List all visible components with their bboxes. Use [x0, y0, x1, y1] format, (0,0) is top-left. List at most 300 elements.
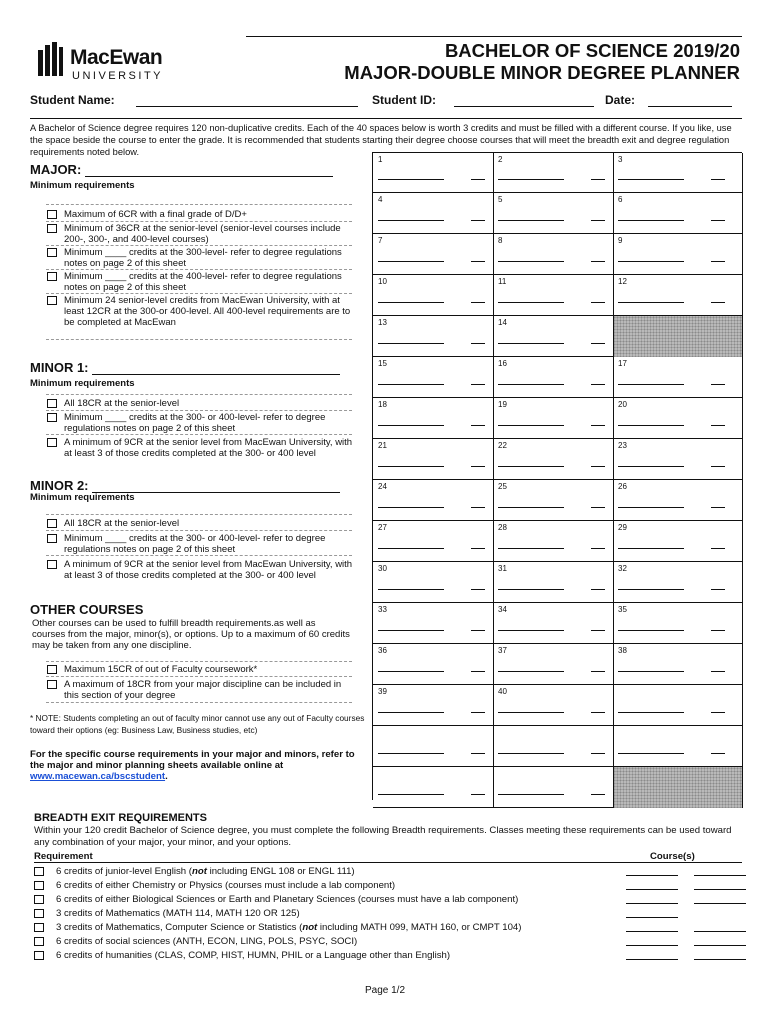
grid-divider: [493, 153, 494, 808]
grade-line[interactable]: [591, 466, 605, 467]
shaded-cell: [613, 316, 742, 357]
grid-row: [373, 480, 743, 521]
course-slot[interactable]: [493, 193, 613, 233]
breadth-item: [34, 922, 734, 936]
breadth-item-text: 6 credits of either Chemistry or Physics (courses must include a lab component): [56, 880, 396, 891]
divider: [46, 702, 352, 703]
course-slot[interactable]: [493, 726, 613, 766]
grid-row: [373, 193, 743, 234]
page-title: [344, 40, 740, 84]
course-slot[interactable]: [373, 357, 493, 397]
grid-row: [373, 685, 743, 726]
divider: [46, 410, 352, 411]
grade-line[interactable]: [711, 671, 725, 672]
course-slot[interactable]: [373, 767, 493, 807]
slot-number: 2: [498, 155, 503, 164]
course-line[interactable]: [618, 179, 684, 180]
slot-number: 26: [618, 482, 627, 491]
course-line[interactable]: [618, 384, 684, 385]
course-slot[interactable]: [613, 726, 733, 766]
grade-line[interactable]: [471, 548, 485, 549]
other-req-2: A maximum of 18CR from your major discipline can be included in this section of your degree: [46, 679, 356, 701]
breadth-item: [34, 950, 734, 964]
slot-number: 31: [498, 564, 507, 573]
course-line[interactable]: [498, 630, 564, 631]
breadth-title: BREADTH EXIT REQUIREMENTS: [34, 812, 207, 824]
slot-number: 4: [378, 195, 383, 204]
divider: [46, 676, 352, 677]
course-slot[interactable]: [613, 521, 733, 561]
minor2-req-1: All 18CR at the senior-level: [46, 518, 356, 529]
slot-number: 18: [378, 400, 387, 409]
checkbox[interactable]: [47, 296, 57, 305]
course-line[interactable]: [618, 425, 684, 426]
grid-divider: [613, 153, 614, 808]
minor2-title: MINOR 2:: [30, 478, 340, 493]
course-slot[interactable]: [613, 685, 733, 725]
course-slot[interactable]: [613, 644, 733, 684]
grade-line[interactable]: [471, 179, 485, 180]
slot-number: 22: [498, 441, 507, 450]
breadth-item: [34, 894, 734, 908]
course-slot[interactable]: [373, 562, 493, 602]
grid-row: [373, 603, 743, 644]
major-req-5: Minimum 24 senior-level credits from MacEwan University, with at least 12CR at the 300-or 400-level. All 400-level requirements are to be completed at MacEwan: [46, 295, 356, 328]
course-line[interactable]: [618, 302, 684, 303]
course-slot[interactable]: [613, 480, 733, 520]
major-name-field[interactable]: [85, 176, 333, 177]
course-line[interactable]: [498, 220, 564, 221]
course-slot[interactable]: [493, 521, 613, 561]
slot-number: 29: [618, 523, 627, 532]
course-line[interactable]: [498, 302, 564, 303]
grade-line[interactable]: [471, 753, 485, 754]
grid-divider: [742, 153, 743, 808]
grade-line[interactable]: [471, 630, 485, 631]
major-title: MAJOR:: [30, 162, 333, 177]
course-slot[interactable]: [493, 275, 613, 315]
slot-number: 35: [618, 605, 627, 614]
slot-number: 7: [378, 236, 383, 245]
date-field[interactable]: [648, 106, 732, 107]
course-line[interactable]: [694, 889, 746, 890]
course-line[interactable]: [498, 671, 564, 672]
course-line[interactable]: [618, 630, 684, 631]
course-line[interactable]: [626, 917, 678, 918]
course-line[interactable]: [618, 220, 684, 221]
course-line[interactable]: [694, 931, 746, 932]
major-min-label: Minimum requirements: [30, 180, 135, 191]
grade-line[interactable]: [471, 794, 485, 795]
student-id-label: Student ID:: [372, 93, 436, 107]
major-req-3: Minimum ____ credits at the 300-level- refer to degree regulations notes on page 2 of this sheet: [46, 247, 356, 269]
course-line[interactable]: [694, 875, 746, 876]
student-id-field[interactable]: [454, 106, 594, 107]
grid-row: [373, 357, 743, 398]
slot-number: 38: [618, 646, 627, 655]
course-slot[interactable]: [493, 767, 613, 807]
breadth-item-text: 3 credits of Mathematics, Computer Science or Statistics (not including MATH 099, MATH 160, or CMPT 104): [56, 922, 522, 933]
course-line[interactable]: [498, 179, 564, 180]
slot-number: 21: [378, 441, 387, 450]
course-slot[interactable]: [373, 439, 493, 479]
checkbox[interactable]: [47, 248, 57, 257]
course-line[interactable]: [378, 507, 444, 508]
course-slot[interactable]: [493, 153, 613, 192]
checkbox[interactable]: [34, 937, 44, 946]
course-slot[interactable]: [613, 439, 733, 479]
course-line[interactable]: [618, 466, 684, 467]
slot-number: 5: [498, 195, 503, 204]
breadth-item-text: 6 credits of either Biological Sciences or Earth and Planetary Sciences (courses must have a lab component): [56, 894, 519, 905]
checkbox[interactable]: [47, 560, 57, 569]
slot-number: 32: [618, 564, 627, 573]
course-line[interactable]: [498, 261, 564, 262]
course-line[interactable]: [378, 794, 444, 795]
grade-line[interactable]: [711, 507, 725, 508]
checkbox[interactable]: [34, 895, 44, 904]
course-line[interactable]: [378, 343, 444, 344]
slot-number: 24: [378, 482, 387, 491]
course-slot[interactable]: [493, 439, 613, 479]
course-slot[interactable]: [613, 357, 733, 397]
grade-line[interactable]: [591, 548, 605, 549]
checkbox[interactable]: [47, 272, 57, 281]
slot-number: 12: [618, 277, 627, 286]
grid-row: [373, 275, 743, 316]
checkbox[interactable]: [34, 909, 44, 918]
course-line[interactable]: [378, 179, 444, 180]
divider: [46, 293, 352, 294]
slot-number: 23: [618, 441, 627, 450]
slot-number: 10: [378, 277, 387, 286]
grade-line[interactable]: [711, 589, 725, 590]
minor1-req-1: All 18CR at the senior-level: [46, 398, 356, 409]
checkbox[interactable]: [34, 867, 44, 876]
course-line[interactable]: [626, 959, 678, 960]
course-slot[interactable]: [373, 521, 493, 561]
checkbox[interactable]: [34, 923, 44, 932]
course-line[interactable]: [618, 261, 684, 262]
divider: [46, 204, 352, 205]
course-slot[interactable]: [373, 398, 493, 438]
course-slot[interactable]: [493, 316, 613, 356]
course-grid: [372, 152, 742, 800]
requirement-header: Requirement: [34, 851, 93, 862]
course-slot[interactable]: [493, 234, 613, 274]
page-number: Page 1/2: [364, 985, 406, 996]
course-line[interactable]: [378, 261, 444, 262]
grade-line[interactable]: [711, 302, 725, 303]
grade-line[interactable]: [471, 261, 485, 262]
course-slot[interactable]: [613, 562, 733, 602]
minor1-name-field[interactable]: [92, 374, 340, 375]
course-slot[interactable]: [373, 316, 493, 356]
course-slot[interactable]: [493, 603, 613, 643]
divider: [46, 245, 352, 246]
checkbox[interactable]: [34, 951, 44, 960]
course-line[interactable]: [498, 343, 564, 344]
divider: [46, 555, 352, 556]
grade-line[interactable]: [591, 261, 605, 262]
course-slot[interactable]: [493, 480, 613, 520]
grade-line[interactable]: [711, 384, 725, 385]
grade-line[interactable]: [471, 343, 485, 344]
grade-line[interactable]: [591, 302, 605, 303]
grid-row: [373, 316, 743, 357]
course-line[interactable]: [378, 220, 444, 221]
course-line[interactable]: [618, 753, 684, 754]
course-slot[interactable]: [373, 275, 493, 315]
logo-mark-icon: [38, 42, 66, 78]
course-line[interactable]: [378, 753, 444, 754]
course-line[interactable]: [618, 548, 684, 549]
grade-line[interactable]: [591, 343, 605, 344]
grade-line[interactable]: [711, 220, 725, 221]
course-line[interactable]: [378, 630, 444, 631]
grid-row: [373, 439, 743, 480]
logo-name: MacEwan: [70, 46, 163, 69]
grade-line[interactable]: [591, 671, 605, 672]
slot-number: 25: [498, 482, 507, 491]
grid-row: [373, 767, 743, 808]
course-line[interactable]: [626, 945, 678, 946]
grid-row: [373, 562, 743, 603]
other-note: * NOTE: Students completing an out of faculty minor cannot use any out of Faculty courses toward their options (eg: Business Law, Business studies, etc): [30, 713, 365, 735]
major-req-2: Minimum of 36CR at the senior-level (senior-level courses include 200-, 300-, and 400-level courses): [46, 223, 356, 245]
course-line[interactable]: [626, 931, 678, 932]
breadth-item: [34, 866, 734, 880]
grade-line[interactable]: [471, 220, 485, 221]
slot-number: 9: [618, 236, 623, 245]
course-slot[interactable]: [493, 562, 613, 602]
course-line[interactable]: [498, 548, 564, 549]
grid-row: [373, 521, 743, 562]
course-slot[interactable]: [373, 234, 493, 274]
header-rule: [246, 36, 742, 37]
course-slot[interactable]: [493, 685, 613, 725]
course-line[interactable]: [694, 903, 746, 904]
checkbox[interactable]: [47, 534, 57, 543]
course-line[interactable]: [498, 753, 564, 754]
course-line[interactable]: [626, 875, 678, 876]
breadth-item-text: 3 credits of Mathematics (MATH 114, MATH 120 OR 125): [56, 908, 300, 919]
course-slot[interactable]: [373, 193, 493, 233]
course-slot[interactable]: [613, 603, 733, 643]
slot-number: 27: [378, 523, 387, 532]
divider: [46, 514, 352, 515]
grade-line[interactable]: [591, 507, 605, 508]
slot-number: 30: [378, 564, 387, 573]
course-slot[interactable]: [373, 685, 493, 725]
grid-row: [373, 644, 743, 685]
course-line[interactable]: [378, 671, 444, 672]
bscstudent-link[interactable]: www.macewan.ca/bscstudent: [30, 771, 166, 782]
grade-line[interactable]: [591, 794, 605, 795]
course-line[interactable]: [626, 889, 678, 890]
minor1-title: MINOR 1:: [30, 360, 340, 375]
grade-line[interactable]: [591, 425, 605, 426]
grade-line[interactable]: [471, 507, 485, 508]
course-line[interactable]: [618, 589, 684, 590]
divider: [46, 434, 352, 435]
course-line[interactable]: [378, 425, 444, 426]
course-slot[interactable]: [373, 480, 493, 520]
course-line[interactable]: [378, 589, 444, 590]
grade-line[interactable]: [591, 630, 605, 631]
minor1-min-label: Minimum requirements: [30, 378, 135, 389]
other-title: OTHER COURSES: [30, 602, 144, 617]
title-line-2: MAJOR-DOUBLE MINOR DEGREE PLANNER: [344, 62, 740, 83]
course-line[interactable]: [694, 959, 746, 960]
specific-requirements: For the specific course requirements in your major and minors, refer to the major and minor planning sheets available online at www.macewan.ca/bscstudent.: [30, 749, 355, 782]
minor1-req-2: Minimum ____ credits at the 300- or 400-level- refer to degree regulations notes on page 2 of this sheet: [46, 412, 356, 434]
slot-number: 20: [618, 400, 627, 409]
grade-line[interactable]: [711, 630, 725, 631]
divider: [46, 661, 352, 662]
student-name-field[interactable]: [136, 106, 358, 107]
grade-line[interactable]: [471, 302, 485, 303]
checkbox[interactable]: [34, 881, 44, 890]
slot-number: 37: [498, 646, 507, 655]
minor2-req-3: A minimum of 9CR at the senior level from MacEwan University, with at least 3 of those credits completed at the 300- or 400 level: [46, 559, 356, 581]
divider: [46, 269, 352, 270]
macewan-logo: [38, 40, 198, 86]
minor2-min-label: Minimum requirements: [30, 492, 135, 503]
grade-line[interactable]: [591, 712, 605, 713]
grid-row: [373, 234, 743, 275]
checkbox[interactable]: [47, 680, 57, 689]
grade-line[interactable]: [471, 384, 485, 385]
checkbox[interactable]: [47, 210, 57, 219]
grade-line[interactable]: [711, 179, 725, 180]
logo-sub: UNIVERSITY: [72, 70, 164, 82]
course-line[interactable]: [498, 794, 564, 795]
slot-number: 33: [378, 605, 387, 614]
course-slot[interactable]: [613, 153, 733, 192]
shaded-cell: [613, 767, 742, 808]
checkbox[interactable]: [47, 519, 57, 528]
grade-line[interactable]: [471, 589, 485, 590]
course-slot[interactable]: [493, 398, 613, 438]
course-slot[interactable]: [613, 275, 733, 315]
grade-line[interactable]: [591, 179, 605, 180]
other-req-1: Maximum 15CR of out of Faculty coursework*: [46, 664, 356, 675]
course-slot[interactable]: [373, 644, 493, 684]
grid-row: [373, 153, 743, 193]
courses-header: Course(s): [650, 851, 695, 862]
divider: [46, 394, 352, 395]
breadth-item: [34, 936, 734, 950]
title-line-1: BACHELOR OF SCIENCE 2019/20: [444, 40, 740, 61]
slot-number: 3: [618, 155, 623, 164]
slot-number: 8: [498, 236, 503, 245]
slot-number: 39: [378, 687, 387, 696]
minor2-req-2: Minimum ____ credits at the 300- or 400-level- refer to degree regulations notes on page 2 of this sheet: [46, 533, 356, 555]
course-line[interactable]: [498, 507, 564, 508]
grid-row: [373, 726, 743, 767]
course-line[interactable]: [498, 466, 564, 467]
slot-number: 11: [498, 277, 507, 286]
slot-number: 13: [378, 318, 387, 327]
grade-line[interactable]: [591, 220, 605, 221]
divider: [46, 339, 352, 340]
slot-number: 36: [378, 646, 387, 655]
breadth-item: [34, 880, 734, 894]
grade-line[interactable]: [711, 753, 725, 754]
grade-line[interactable]: [711, 712, 725, 713]
course-slot[interactable]: [373, 726, 493, 766]
course-slot[interactable]: [493, 644, 613, 684]
course-line[interactable]: [378, 384, 444, 385]
grade-line[interactable]: [711, 466, 725, 467]
course-line[interactable]: [498, 425, 564, 426]
slot-number: 6: [618, 195, 623, 204]
grade-line[interactable]: [471, 466, 485, 467]
minor1-req-3: A minimum of 9CR at the senior level from MacEwan University, with at least 3 of those credits completed at the 300- or 400 level: [46, 437, 356, 459]
grade-line[interactable]: [711, 261, 725, 262]
course-slot[interactable]: [613, 398, 733, 438]
breadth-item-text: 6 credits of social sciences (ANTH, ECON, LING, POLS, PSYC, SOCI): [56, 936, 358, 947]
grade-line[interactable]: [471, 671, 485, 672]
divider: [46, 221, 352, 222]
slot-number: 19: [498, 400, 507, 409]
course-line[interactable]: [618, 507, 684, 508]
course-line[interactable]: [498, 589, 564, 590]
grid-row: [373, 398, 743, 439]
date-label: Date:: [605, 93, 636, 107]
slot-number: 40: [498, 687, 507, 696]
checkbox[interactable]: [47, 438, 57, 447]
grade-line[interactable]: [471, 425, 485, 426]
course-line[interactable]: [618, 712, 684, 713]
checkbox[interactable]: [47, 399, 57, 408]
course-slot[interactable]: [613, 193, 733, 233]
breadth-intro: Within your 120 credit Bachelor of Science degree, you must complete the following Breadth requirements. Classes meeting these requirements can be used toward any combination of your major, your minor, and your options.: [34, 825, 732, 848]
course-line[interactable]: [498, 712, 564, 713]
course-line[interactable]: [498, 384, 564, 385]
slot-number: 34: [498, 605, 507, 614]
checkbox[interactable]: [47, 224, 57, 233]
course-line[interactable]: [378, 466, 444, 467]
checkbox[interactable]: [47, 413, 57, 422]
grade-line[interactable]: [711, 425, 725, 426]
breadth-item-text: 6 credits of junior-level English (not including ENGL 108 or ENGL 111): [56, 866, 355, 877]
other-desc: Other courses can be used to fulfill breadth requirements.as well as courses from the major, minor(s), or options. Up to a maximum of 60 credits may be taken from any one discipline.: [32, 618, 350, 651]
course-slot[interactable]: [613, 234, 733, 274]
breadth-item: [34, 908, 734, 922]
course-line[interactable]: [378, 302, 444, 303]
grade-line[interactable]: [711, 548, 725, 549]
major-req-4: Minimum ____ credits at the 400-level- refer to degree regulations notes on page 2 of this sheet: [46, 271, 356, 293]
course-line[interactable]: [618, 671, 684, 672]
grade-line[interactable]: [591, 753, 605, 754]
course-line[interactable]: [378, 548, 444, 549]
grade-line[interactable]: [591, 384, 605, 385]
student-name-label: Student Name:: [30, 93, 115, 107]
course-line[interactable]: [694, 945, 746, 946]
intro-text: A Bachelor of Science degree requires 120 non-duplicative credits. Each of the 40 spaces below is worth 3 credits and must be filled with a different course. If you like, use the space beside the course to enter the grade. It is recommended that students starting their degree choose courses that will meet the breadth exit and degree regulation requirements noted below.: [30, 118, 742, 158]
grade-line[interactable]: [591, 589, 605, 590]
course-line[interactable]: [626, 903, 678, 904]
course-slot[interactable]: [493, 357, 613, 397]
slot-number: 15: [378, 359, 387, 368]
checkbox[interactable]: [47, 665, 57, 674]
course-slot[interactable]: [373, 153, 493, 192]
course-line[interactable]: [378, 712, 444, 713]
course-slot[interactable]: [373, 603, 493, 643]
grade-line[interactable]: [471, 712, 485, 713]
